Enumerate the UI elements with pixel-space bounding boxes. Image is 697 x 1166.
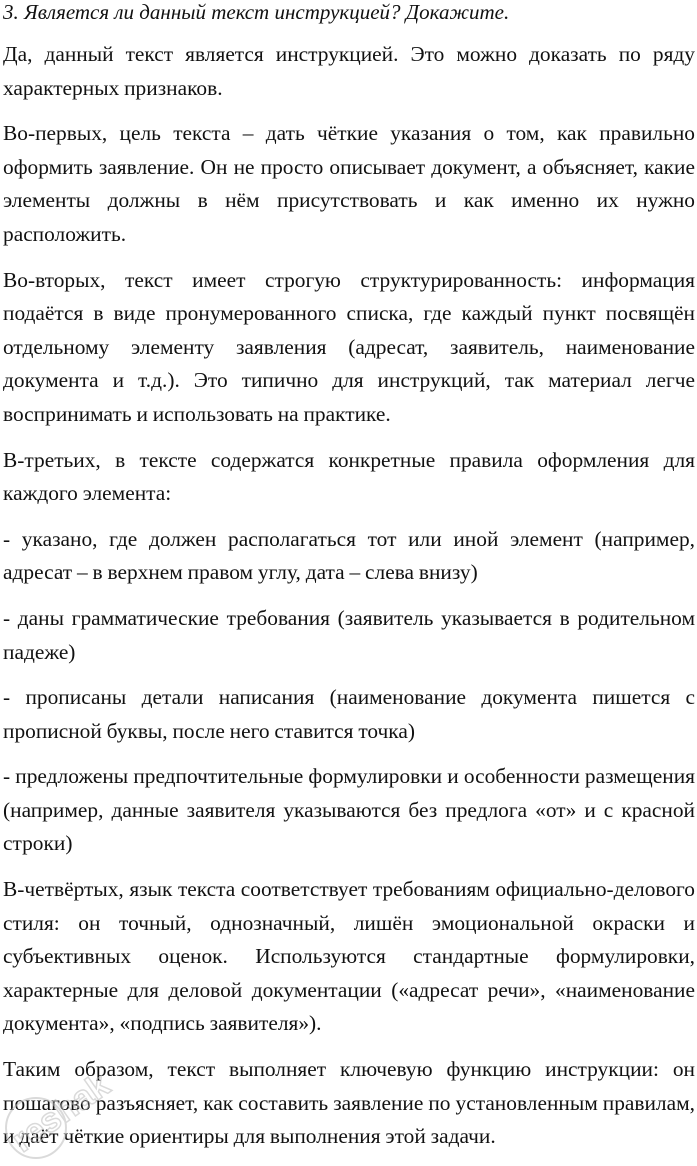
paragraph-fourth: В-четвёртых, язык текста соответствует требованиям официально-делового стиля: он точный, однозначный, лишён эмоциональной окраски и субъективных оценок. Используются стандартные формулировки, характерные для деловой документации («адресат речи», «наименование документа», «подпись заявителя»). [3, 877, 695, 1036]
paragraph-second: Во-вторых, текст имеет строгую структурированность: информация подаётся в виде пронумерованного списка, где каждый пункт посвящён отдельному элементу заявления (адресат, заявитель, наименование документа и т.д.). Это типично для инструкций, так материал легче воспринимать и использовать на практике. [3, 267, 695, 426]
list-item-spelling: - прописаны детали написания (наименование документа пишется с прописной буквы, после него ставится точка) [3, 685, 695, 743]
paragraph-conclusion: Таким образом, текст выполняет ключевую функцию инструкции: он пошагово разъясняет, как составить заявление по установленным правилам, и даёт чёткие ориентиры для выполнения этой задачи. [3, 1057, 695, 1149]
paragraph-third: В-третьих, в тексте содержатся конкретные правила оформления для каждого элемента: [3, 447, 695, 506]
list-item-position: - указано, где должен располагаться тот или иной элемент (например, адресат – в верхнем правом углу, дата – слева внизу) [3, 526, 695, 585]
paragraph-first: Во-первых, цель текста – дать чёткие указания о том, как правильно оформить заявление. Он не просто описывает документ, а объясняет, какие элементы должны в нём присутствовать и как именно их нужно расположить. [3, 121, 695, 246]
watermark-text: reshak [4, 1065, 117, 1160]
paragraph-intro: Да, данный текст является инструкцией. Это можно доказать по ряду характерных признаков. [3, 42, 695, 100]
list-item-wording: - предложены предпочтительные формулировки и особенности размещения (например, данные заявителя указываются без предлога «от» и с красной строки) [3, 764, 695, 856]
list-item-grammar: - даны грамматические требования (заявитель указывается в родительном падеже) [3, 605, 695, 664]
question-title: 3. Является ли данный текст инструкцией? Докажите. [3, 0, 510, 24]
